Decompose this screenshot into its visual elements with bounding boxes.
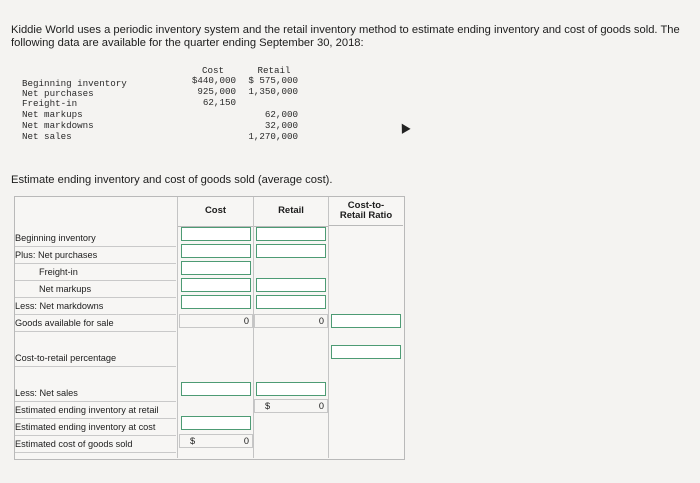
question-text: Estimate ending inventory and cost of goods sold (average cost). [11,174,333,186]
column-divider [328,197,329,458]
markdowns-retail-input[interactable] [256,295,326,309]
mouse-cursor-icon [397,121,410,134]
given-cost-value: $440,000 [191,75,236,86]
available-retail-value: 0 [318,316,324,326]
row-label-beginning-inventory: Beginning inventory [15,230,176,247]
row-label-net-markdowns: Less: Net markdowns [15,298,176,315]
row-label-cogs: Estimated cost of goods sold [15,436,176,453]
cogs-value: 0 [243,436,249,446]
row-label-net-sales: Less: Net sales [15,385,176,402]
cogs-dollar: $ [190,436,196,446]
given-label: Beginning inventory [22,78,127,89]
row-label-freight-in: Freight-in [15,264,176,281]
given-cost-value: 62,150 [202,97,236,108]
given-label: Net markdowns [22,120,94,131]
column-divider [177,197,178,458]
retail-column-header: Retail [254,196,328,227]
markups-retail-input[interactable] [256,278,326,292]
given-retail-value: 1,270,000 [248,131,298,142]
given-retail-value: $ 575,000 [248,75,298,86]
given-label: Net purchases [22,88,94,99]
given-label: Net markups [22,109,83,120]
freight-cost-input[interactable] [181,261,251,275]
ending-cost-input[interactable] [181,416,251,430]
given-cost-value: 925,000 [197,86,236,97]
given-label: Freight-in [22,98,78,109]
row-label-ending-cost: Estimated ending inventory at cost [15,419,176,436]
given-retail-value: 1,350,000 [248,86,298,97]
row-label-net-markups: Net markups [15,281,176,298]
ending-retail-dollar: $ [265,401,271,411]
available-ratio-input[interactable] [331,314,401,328]
markdowns-cost-input[interactable] [181,295,251,309]
purchases-cost-input[interactable] [181,244,251,258]
ending-retail-value: 0 [318,401,324,411]
given-retail-value: 62,000 [264,109,298,120]
beginning-cost-input[interactable] [181,227,251,241]
given-label: Net sales [22,131,72,142]
row-label-ending-retail: Estimated ending inventory at retail [15,402,176,419]
beginning-retail-input[interactable] [256,227,326,241]
cost-column-header: Cost [178,196,253,227]
sales-cost-input[interactable] [181,382,251,396]
row-label-cost-to-retail: Cost-to-retail percentage [15,350,176,367]
given-retail-header: Retail [257,65,291,76]
given-retail-value: 32,000 [264,120,298,131]
given-cost-header: Cost [201,65,225,76]
row-label-net-purchases: Plus: Net purchases [15,247,176,264]
row-label-goods-available: Goods available for sale [15,315,176,332]
purchases-retail-input[interactable] [256,244,326,258]
ratio-column-header: Cost-to-Retail Ratio [329,196,403,226]
problem-intro: Kiddie World uses a periodic inventory system and the retail inventory method to estimate ending inventory and cost of goods sold. The following data are available for the quarter ending September 30, 2018: [11,24,680,49]
available-cost-value: 0 [243,316,249,326]
sales-retail-input[interactable] [256,382,326,396]
cost-to-retail-percentage-input[interactable] [331,345,401,359]
markups-cost-input[interactable] [181,278,251,292]
